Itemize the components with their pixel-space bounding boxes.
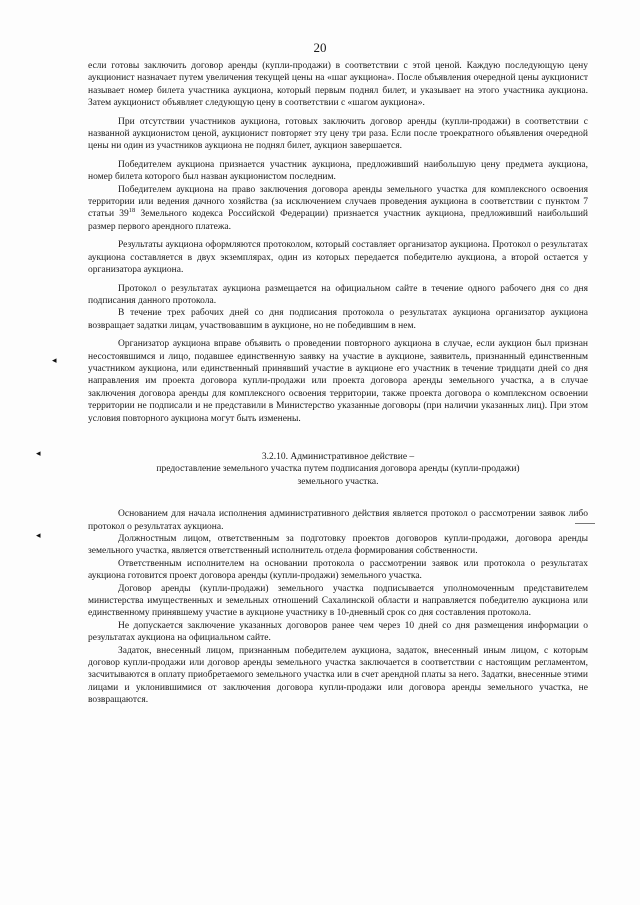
paragraph: При отсутствии участников аукциона, готовых заключить договор аренды (купли-продажи) в соответствии с названной аукционистом ценой, аукционист повторяет эту цену три раза. Если после троекратного объявления очередной цены ни один из участников аукциона не поднял билет, аукцион завершается. <box>88 116 588 152</box>
paragraph: Договор аренды (купли-продажи) земельного участка подписывается уполномоченным представителем министерства имущественных и земельных отношений Сахалинской области и направляется победителю аукциона или единственному принявшему участие в аукционе участнику в 10-дневный срок со дня составления протокола. <box>88 583 588 619</box>
paragraph: Основанием для начала исполнения административного действия является протокол о рассмотрении заявок либо протокол о результатах аукциона. <box>88 509 588 532</box>
paragraph: Должностным лицом, ответственным за подготовку проектов договоров купли-продажи, договора аренды земельного участка, является ответственный исполнитель отдела формирования собственности. <box>88 534 588 557</box>
paragraph-text: Победителем аукциона на право заключения договора аренды земельного участка для комплексного освоения территории или ведения дачного хозяйства (за исключением случаев проведения аукциона в соответствии с пунктом 7 статьи 39 <box>88 184 588 220</box>
paragraph: Ответственным исполнителем на основании протокола о рассмотрении заявок или протокола о результатах аукциона готовится проект договора аренды (купли-продажи) земельного участка. <box>88 558 588 582</box>
section-heading-line: предоставление земельного участка путем подписания договора аренды (купли-продажи) <box>156 464 520 475</box>
paragraph: если готовы заключить договор аренды (купли-продажи) в соответствии с этой ценой. Каждую последующую цену аукционист назначает путем увеличения текущей цены на «шаг аукциона». После объявления очередной цены аукционист называет номер билета участника аукциона, который первым поднял билет, и указывает на этого участника аукциона. Затем аукционист объявляет следующую цену в соответствии с «шагом аукциона». <box>88 61 588 109</box>
paragraph-text-tail: Земельного кодекса Российской Федерации) признается участник аукциона, предложивший наибольший размер первого арендного платежа. <box>88 209 588 232</box>
paragraph: Не допускается заключение указанных договоров ранее чем через 10 дней со дня размещения информации о результатах аукциона на официальном сайте. <box>88 620 588 644</box>
paragraph: В течение трех рабочих дней со дня подписания протокола о результатах аукциона организатор аукциона возвращает задатки лицам, участвовавшим в аукционе, но не победившим в нем. <box>88 308 588 331</box>
section-heading-line: 3.2.10. Административное действие – <box>261 451 415 462</box>
superscript-article-number: 18 <box>128 207 136 215</box>
section-heading <box>88 451 588 488</box>
margin-scan-mark: ◂ <box>36 530 41 540</box>
margin-rule <box>575 523 595 524</box>
page-number: 20 <box>313 40 327 55</box>
margin-scan-mark: ◂ <box>52 355 57 365</box>
paragraph: Организатор аукциона вправе объявить о проведении повторного аукциона в случае, если аукцион был признан несостоявшимся и лицо, подавшее единственную заявку на участие в аукционе, заявитель, признанный единственным участником аукциона, или единственный принявший участие в аукционе его участник в течение тридцати дней со дня направления им проекта договора купли-продажи или проекта договора аренды земельного участка, а в случае заключения договора аренды для комплексного освоения территории, также проекта договора о комплексном освоении территории не подписали и не представили в Министерство указанные договоры (при наличии указанных лиц). При этом условия повторного аукциона могут быть изменены. <box>88 339 588 424</box>
paragraph: Задаток, внесенный лицом, признанным победителем аукциона, задаток, внесенный иным лицом, с которым договор купли-продажи или договор аренды земельного участка заключается в соответствии с настоящим регламентом, засчитываются в оплату приобретаемого земельного участка или в счет арендной платы за него. Задатки, внесенные этими лицами и уклонившимися от заключения договора купли-продажи или договора аренды земельного участка, не возвращаются. <box>88 645 588 706</box>
paragraph: Победителем аукциона признается участник аукциона, предложивший наибольшую цену предмета аукциона, номер билета которого был назван аукционистом последним. <box>88 159 588 183</box>
paragraph: Результаты аукциона оформляются протоколом, который составляет организатор аукциона. Протокол о результатах аукциона составляется в двух экземплярах, один из которых передается победителю аукциона, а второй остается у организатора аукциона. <box>88 240 588 276</box>
document-body <box>88 60 588 707</box>
paragraph: Протокол о результатах аукциона размещается на официальном сайте в течение одного рабочего дня со дня подписания данного протокола. <box>88 283 588 306</box>
margin-scan-mark: ◂ <box>36 448 41 458</box>
section-heading-line: земельного участка. <box>297 476 379 487</box>
paragraph-with-footnote <box>88 184 588 234</box>
